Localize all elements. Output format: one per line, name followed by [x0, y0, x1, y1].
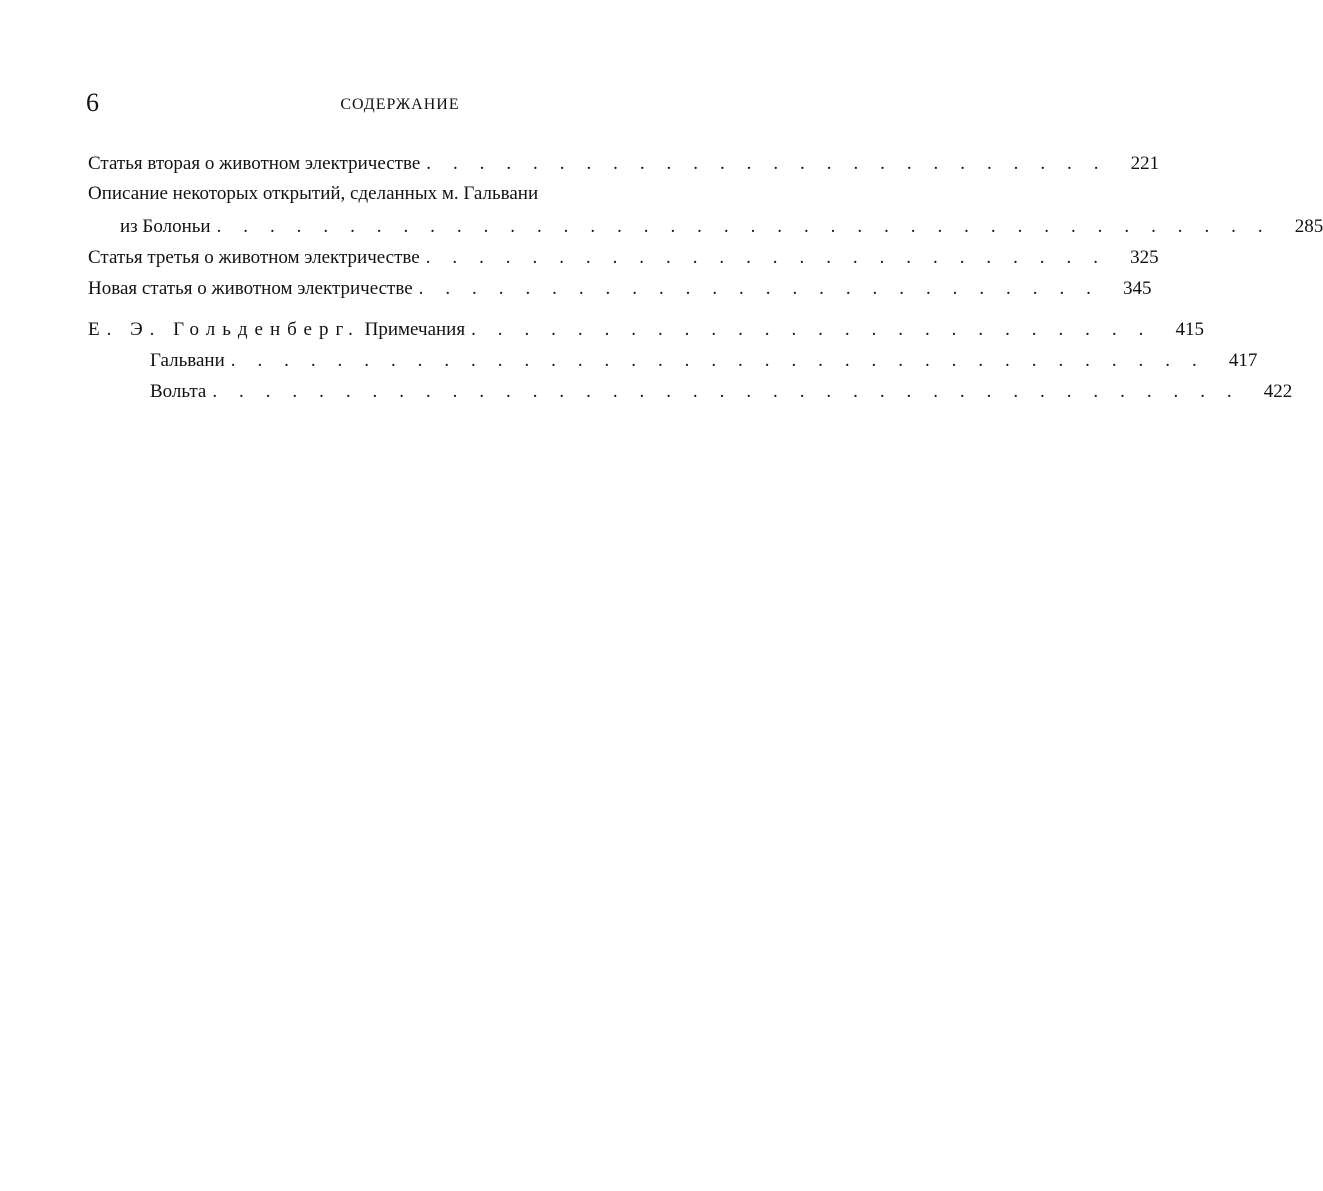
- dot-leader: . . . . . . . . . . . . . . . . . . . . . . . . . . . . . . . . . . . . . . . .: [216, 216, 1272, 237]
- toc-entry: [88, 374, 1293, 405]
- toc-entry-page: 345: [1123, 278, 1152, 299]
- toc-entry-title: Гальвани: [150, 350, 225, 371]
- toc-entry: [88, 240, 1159, 271]
- toc-entry-page: 422: [1263, 381, 1293, 402]
- toc-entry: [88, 177, 714, 207]
- toc-entry-page: 417: [1228, 350, 1258, 371]
- toc-entry-page: 221: [1130, 153, 1160, 174]
- toc-entry-title: Статья третья о животном электричестве: [88, 247, 420, 268]
- running-title: СОДЕРЖАНИЕ: [340, 96, 460, 113]
- toc-entry-title: Примечания: [364, 319, 466, 340]
- toc-entry: [88, 343, 1258, 374]
- page-number: 6: [86, 88, 99, 117]
- toc-entry-page: 285: [1294, 216, 1323, 237]
- toc-entry-page: 415: [1175, 319, 1204, 340]
- toc-entry-author: [88, 317, 465, 343]
- dot-leader: . . . . . . . . . . . . . . . . . . . . . . . . . . . . . . . . . . . . .: [230, 350, 1206, 371]
- dot-leader: . . . . . . . . . . . . . . . . . . . . . . . . . .: [471, 319, 1152, 340]
- toc-entry-continuation: [88, 207, 1323, 240]
- toc-entry-page: 325: [1130, 247, 1159, 268]
- dot-leader: . . . . . . . . . . . . . . . . . . . . . . . . . .: [426, 153, 1108, 174]
- toc-entry: [88, 312, 1204, 343]
- toc-entry: [88, 271, 1152, 302]
- table-of-contents: [88, 146, 1323, 405]
- toc-entry: [88, 146, 1160, 177]
- author-name: Е. Э. Гольденберг.: [88, 319, 360, 340]
- toc-entry-title: Вольта: [150, 381, 207, 402]
- toc-entry-title-line2: из Болоньи: [120, 216, 211, 237]
- toc-entry-title: Новая статья о животном электричестве: [88, 278, 413, 299]
- dot-leader: . . . . . . . . . . . . . . . . . . . . . . . . . . . . . . . . . . . . . . .: [212, 381, 1241, 402]
- toc-entry-title-line1: Описание некоторых открытий, сделанных м. Гальвани: [88, 183, 539, 204]
- toc-entry-title: Статья вторая о животном электричестве: [88, 153, 421, 174]
- dot-leader: . . . . . . . . . . . . . . . . . . . . . . . . . .: [418, 278, 1100, 299]
- dot-leader: . . . . . . . . . . . . . . . . . . . . . . . . . .: [425, 247, 1107, 268]
